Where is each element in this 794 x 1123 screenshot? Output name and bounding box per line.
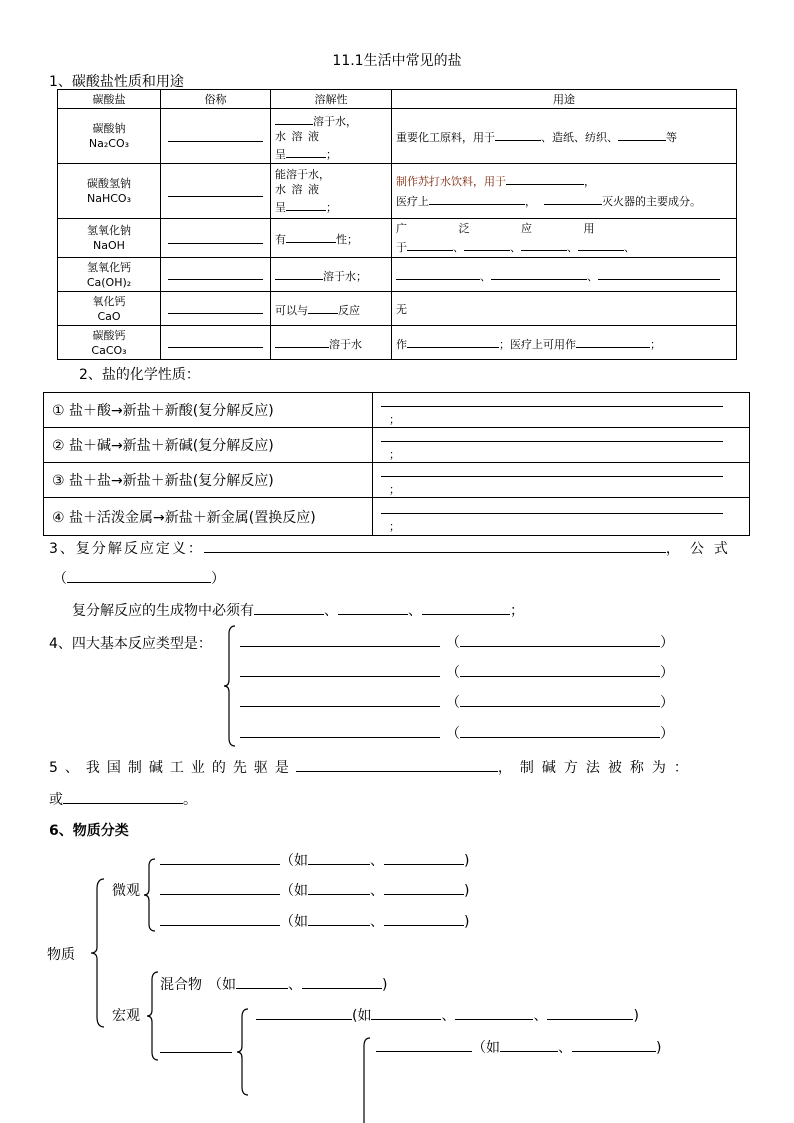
mixture-row [160,974,387,994]
compound-cell [58,326,161,360]
cell-text: ， [584,175,595,188]
paren: ) [382,977,388,993]
brace-icon [358,1036,372,1123]
table-header: 碳酸盐 [58,90,161,109]
sep: 、 [408,603,422,619]
cell-text: 可以与 [275,303,308,317]
element-row [256,1005,639,1025]
table-header: 用途 [392,90,737,109]
paren: （ [446,665,460,681]
section-3-formula [53,568,225,588]
reaction-label: ① 盐＋酸→新盐＋新酸(复分解反应) [44,393,373,428]
sep: 、 [558,1040,572,1056]
answer-blank[interactable] [371,1006,441,1020]
section-6-heading: 6、物质分类 [49,823,129,839]
answer-blank[interactable] [296,758,498,772]
use-cell [392,219,737,258]
section-5-text: 5、我国制碱工业的先驱是 [49,760,296,776]
section-5-line1 [49,757,696,777]
reaction-type-row [240,692,674,712]
solubility-cell [271,258,392,292]
answer-blank[interactable] [422,601,510,615]
common-name-cell[interactable] [161,292,271,326]
sep: 、 [324,603,338,619]
macro-label: 宏观 [112,1008,140,1024]
paren: ） [660,726,674,742]
mixture-label: 混合物 [160,977,202,993]
answer-blank[interactable] [384,881,464,895]
use-cell [392,164,737,219]
answer-blank[interactable] [576,334,650,348]
section-1-heading: 1、碳酸盐性质和用途 [49,74,184,90]
brace-icon [90,877,106,1029]
reaction-label: ④ 盐＋活泼金属→新盐＋新金属(置换反应) [44,498,373,536]
answer-blank[interactable] [381,428,723,442]
cell-text: 、 [453,241,464,254]
answer-blank[interactable] [407,334,499,348]
cell-text: 水 溶 液 [275,129,320,143]
reaction-type-row [240,632,674,652]
answer-blank[interactable] [168,334,263,348]
answer-blank[interactable] [381,500,723,514]
cell-text: 、 [567,241,578,254]
cell-text: 水 溶 液 [275,183,320,196]
answer-blank[interactable] [240,724,440,738]
answer-cell[interactable] [373,393,750,428]
reaction-type-row [240,662,674,682]
compound-cell [58,292,161,326]
cell-text: 、 [587,269,598,283]
paren: ） [660,665,674,681]
compound-formula: NaOH [93,239,125,252]
section-5-text: 或 [49,792,63,808]
compound-name: 氢氧化钠 [87,224,131,237]
cell-text: 溶于水； [323,269,367,283]
root-label: 物质 [47,947,75,963]
table-row [44,463,750,498]
answer-blank[interactable] [308,851,370,865]
example-label: （如 [208,977,236,993]
paren: ) [464,853,470,869]
answer-cell[interactable] [373,463,750,498]
answer-blank[interactable] [308,912,370,926]
common-name-cell[interactable] [161,258,271,292]
example-label: (如 [352,1008,372,1024]
answer-blank[interactable] [578,237,624,251]
answer-blank[interactable] [254,601,324,615]
compound-formula: CaO [97,309,121,323]
cell-text: 溶于水 [329,337,362,351]
cell-text: 、造纸、纺织、 [541,131,618,144]
answer-blank[interactable] [275,266,323,280]
section-4-text: 4、四大基本反应类型是： [49,636,212,652]
sep: 、 [370,853,384,869]
common-name-cell[interactable] [161,326,271,360]
compound-cell [58,258,161,292]
carbonate-table [57,89,737,360]
answer-blank[interactable] [256,1006,352,1020]
cell-text: ；医疗上可用作 [499,337,576,351]
end-mark: ； [389,519,400,533]
example-label: （如 [280,853,308,869]
sep: 、 [441,1008,456,1024]
answer-blank[interactable] [491,266,587,280]
end-mark: ； [389,483,400,496]
common-name-cell[interactable] [161,164,271,219]
answer-blank[interactable] [460,633,660,647]
paren: （ [446,726,460,742]
sep: 、 [288,977,302,993]
answer-blank[interactable] [464,237,510,251]
answer-blank[interactable] [460,693,660,707]
cell-text: 有 [275,233,286,246]
cell-text: 重要化工原料，用于 [396,131,495,144]
paren: ) [464,914,470,930]
table-header: 溶解性 [271,90,392,109]
brace-icon [143,857,157,933]
answer-blank[interactable] [168,266,263,280]
cell-text: 性； [336,233,358,246]
cell-text: 能溶于水， [275,168,330,181]
answer-blank[interactable] [236,975,288,989]
answer-blank[interactable] [521,237,567,251]
solubility-cell [271,109,392,164]
section-2-heading: 2、盐的化学性质： [79,367,200,383]
answer-blank[interactable] [384,851,464,865]
answer-blank[interactable] [544,191,602,205]
compound-formula: CaCO₃ [91,343,127,357]
compound-name: 碳酸钠 [92,122,126,135]
table-row [58,326,737,360]
reaction-label: ② 盐＋碱→新盐＋新碱(复分解反应) [44,428,373,463]
end-mark: ； [389,448,400,461]
answer-blank[interactable] [67,569,211,583]
compound-name: 氧化钙 [92,294,126,308]
solubility-cell [271,164,392,219]
answer-blank[interactable] [308,300,338,314]
paren: ) [464,883,470,899]
cell-text: 呈 [275,201,286,214]
example-label: （如 [472,1040,500,1056]
answer-blank[interactable] [460,724,660,738]
reaction-type-row [240,723,674,743]
solubility-cell [271,292,392,326]
compound-formula: NaHCO₃ [87,192,131,205]
answer-blank[interactable] [240,663,440,677]
answer-blank[interactable] [547,1006,633,1020]
table-row [58,292,737,326]
answer-blank[interactable] [495,127,541,141]
answer-blank[interactable] [240,693,440,707]
end-mark: ； [389,413,400,426]
table-row [44,393,750,428]
brace-icon [223,624,237,748]
answer-blank[interactable] [407,237,453,251]
table-row [58,219,737,258]
answer-blank[interactable] [204,539,666,553]
answer-blank[interactable] [168,230,263,244]
brace-icon [236,1007,250,1097]
solubility-cell [271,326,392,360]
answer-blank[interactable] [286,144,326,158]
answer-blank[interactable] [381,463,723,477]
answer-blank[interactable] [429,191,525,205]
paren: ） [660,635,674,651]
section-5-text: ，制碱方法被称为： [497,760,696,776]
compound-name: 碳酸钙 [92,328,126,342]
compound-formula: Ca(OH)₂ [86,275,132,289]
answer-blank[interactable] [376,1038,472,1052]
use-cell [392,326,737,360]
answer-blank[interactable] [286,197,326,211]
micro-row [160,850,469,870]
reaction-label: ③ 盐＋盐→新盐＋新盐(复分解反应) [44,463,373,498]
paren: ） [211,571,225,587]
cell-text: 、 [510,241,521,254]
answer-blank[interactable] [160,851,280,865]
answer-blank[interactable] [396,266,480,280]
section-3-line2 [72,600,524,620]
answer-blank[interactable] [275,111,313,125]
table-row [58,258,737,292]
micro-row [160,911,469,931]
section-3-text: 3、复分解反应定义： [49,541,204,557]
answer-blank[interactable] [160,881,280,895]
table-header: 俗称 [161,90,271,109]
cell-text: 医疗上 [396,195,429,208]
table-row [44,498,750,536]
table-row [58,109,737,164]
example-label: （如 [280,883,308,899]
formula-label: ，公式 [665,541,738,557]
compound-cell [58,164,161,219]
use-cell [392,292,737,326]
sep: 、 [370,914,384,930]
table-header-row [58,90,737,109]
sep: 、 [370,883,384,899]
table-row [58,164,737,219]
brace-icon [146,970,160,1062]
answer-blank[interactable] [168,300,263,314]
answer-blank[interactable] [302,975,382,989]
section-5-line2 [49,789,197,809]
cell-text: 、 [480,269,491,283]
pure-row [160,1039,232,1057]
use-cell [392,258,737,292]
common-name-cell[interactable] [161,219,271,258]
answer-blank[interactable] [160,912,280,926]
answer-blank[interactable] [286,229,336,243]
answer-blank[interactable] [308,881,370,895]
cell-text: ； [326,147,337,161]
answer-blank[interactable] [500,1038,558,1052]
answer-blank[interactable] [598,266,720,280]
answer-blank[interactable] [168,183,263,197]
cell-text: 呈 [275,147,286,161]
sep: 、 [533,1008,548,1024]
answer-blank[interactable] [460,663,660,677]
cell-text: ， [525,195,536,208]
end-mark: 。 [183,792,197,808]
cell-text: ； [650,337,661,351]
answer-blank[interactable] [506,171,584,185]
use-cell [392,109,737,164]
answer-cell[interactable] [373,498,750,536]
cell-text: 作 [396,337,407,351]
section-3-line1 [49,538,738,558]
page-title: 11.1生活中常见的盐 [332,53,462,69]
compound-name: 碳酸氢钠 [87,177,131,190]
paren: （ [53,571,67,587]
compound-cell [58,219,161,258]
table-row [44,428,750,463]
cell-text: 等 [666,131,677,144]
cell-text: 反应 [338,303,360,317]
cell-text: 灭火器的主要成分。 [602,195,701,208]
salt-properties-table [43,392,750,536]
cell-text: ； [326,201,337,214]
answer-blank[interactable] [338,601,408,615]
answer-blank[interactable] [63,790,183,804]
paren: ） [660,695,674,711]
cell-text: 于 [396,241,407,254]
answer-blank[interactable] [618,127,666,141]
solubility-cell [271,219,392,258]
answer-blank[interactable] [572,1038,656,1052]
micro-label: 微观 [112,883,140,899]
answer-blank[interactable] [168,128,263,142]
answer-blank[interactable] [381,393,723,407]
compound-formula: Na₂CO₃ [88,137,130,150]
end-mark: ； [510,603,524,619]
cell-text: 、 [624,241,635,254]
paren: ) [656,1040,662,1056]
paren: （ [446,695,460,711]
compound-row [376,1037,661,1057]
cell-text: 制作苏打水饮料，用于 [396,175,506,188]
answer-blank[interactable] [384,912,464,926]
cell-text: 广 泛 应 用 [396,222,619,235]
cell-text: 溶于水， [313,114,357,128]
answer-blank[interactable] [455,1006,533,1020]
paren: （ [446,635,460,651]
micro-row [160,880,469,900]
answer-blank[interactable] [160,1039,232,1053]
answer-blank[interactable] [275,334,329,348]
example-label: （如 [280,914,308,930]
cell-text: 复分解反应的生成物中必须有 [72,603,254,619]
answer-cell[interactable] [373,428,750,463]
compound-name: 氢氧化钙 [87,260,131,274]
paren: ) [633,1008,639,1024]
cell-text: 无 [396,302,407,316]
common-name-cell[interactable] [161,109,271,164]
answer-blank[interactable] [240,633,440,647]
compound-cell [58,109,161,164]
